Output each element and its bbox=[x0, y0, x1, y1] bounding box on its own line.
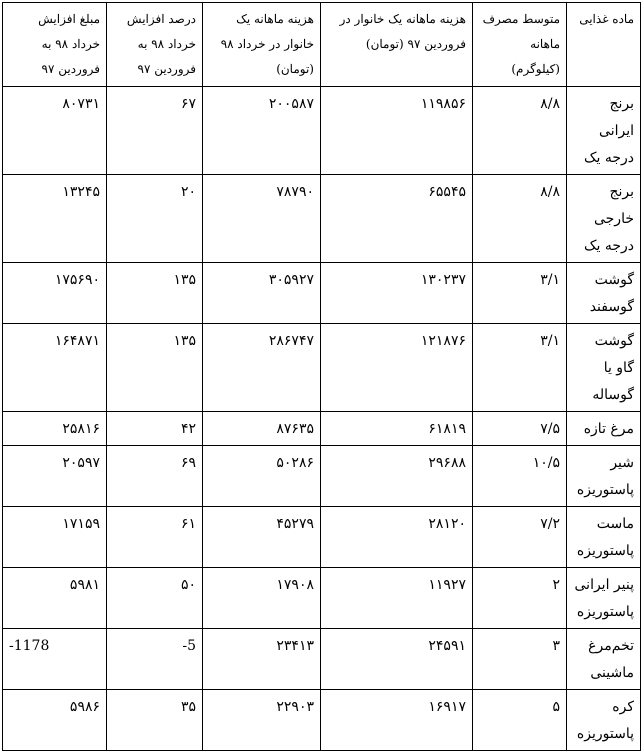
cell-consumption: ۳ bbox=[473, 629, 567, 690]
cell-food-item: شیر پاستوریزه bbox=[567, 446, 641, 507]
cell-increase-percent: ۲۰ bbox=[107, 175, 203, 263]
cell-increase-amount: ۲۵۸۱۶ bbox=[3, 412, 107, 446]
cell-consumption: ۲ bbox=[473, 568, 567, 629]
header-cost-farvardin-97: هزینه ماهانه یک خانوار در فروردین ۹۷ (تومان) bbox=[321, 3, 473, 87]
cell-increase-percent: ۶۱ bbox=[107, 507, 203, 568]
cell-cost-97: ۱۶۹۱۷ bbox=[321, 690, 473, 751]
cell-food-item: کره پاستوریزه bbox=[567, 690, 641, 751]
cell-cost-97: ۲۹۶۸۸ bbox=[321, 446, 473, 507]
table-row bbox=[3, 690, 641, 751]
cell-cost-98: ۱۷۹۰۸ bbox=[203, 568, 321, 629]
cell-increase-amount: ۱۷۵۶۹۰ bbox=[3, 263, 107, 324]
cell-increase-amount: -1178 bbox=[3, 629, 107, 690]
table-row bbox=[3, 507, 641, 568]
cell-increase-amount: ۱۶۴۸۷۱ bbox=[3, 324, 107, 412]
table-header-row bbox=[3, 3, 641, 87]
cell-cost-97: ۱۳۰۲۳۷ bbox=[321, 263, 473, 324]
table-row bbox=[3, 324, 641, 412]
cell-cost-98: ۲۰۰۵۸۷ bbox=[203, 87, 321, 175]
cell-cost-97: ۱۱۹۸۵۶ bbox=[321, 87, 473, 175]
header-increase-percent: درصد افزایش خرداد ۹۸ به فروردین ۹۷ bbox=[107, 3, 203, 87]
cell-cost-97: ۶۵۵۴۵ bbox=[321, 175, 473, 263]
cell-cost-97: ۶۱۸۱۹ bbox=[321, 412, 473, 446]
table-row bbox=[3, 175, 641, 263]
cell-increase-amount: ۱۷۱۵۹ bbox=[3, 507, 107, 568]
cell-cost-97: ۱۱۹۲۷ bbox=[321, 568, 473, 629]
cell-increase-amount: ۵۹۸۶ bbox=[3, 690, 107, 751]
table-row bbox=[3, 87, 641, 175]
cell-cost-98: ۲۳۴۱۳ bbox=[203, 629, 321, 690]
cell-cost-98: ۴۵۲۷۹ bbox=[203, 507, 321, 568]
cell-cost-97: ۲۴۵۹۱ bbox=[321, 629, 473, 690]
cell-consumption: ۷/۵ bbox=[473, 412, 567, 446]
cell-consumption: ۵ bbox=[473, 690, 567, 751]
cell-increase-amount: ۵۹۸۱ bbox=[3, 568, 107, 629]
header-cost-khordad-98: هزینه ماهانه یک خانوار در خرداد ۹۸ (تومان) bbox=[203, 3, 321, 87]
table-row bbox=[3, 629, 641, 690]
cell-increase-percent: ۳۵ bbox=[107, 690, 203, 751]
cell-increase-percent: ۶۷ bbox=[107, 87, 203, 175]
cell-increase-amount: ۲۰۵۹۷ bbox=[3, 446, 107, 507]
cell-consumption: ۳/۱ bbox=[473, 263, 567, 324]
cell-increase-percent: -5 bbox=[107, 629, 203, 690]
cell-food-item: تخم‌مرغ ماشینی bbox=[567, 629, 641, 690]
header-food-item: ماده غذایی bbox=[567, 3, 641, 87]
cell-food-item: ماست پاستوریزه bbox=[567, 507, 641, 568]
cell-increase-percent: ۱۳۵ bbox=[107, 324, 203, 412]
cell-increase-amount: ۱۳۲۴۵ bbox=[3, 175, 107, 263]
cell-food-item: گوشت گاو یا گوساله bbox=[567, 324, 641, 412]
cell-food-item: مرغ تازه bbox=[567, 412, 641, 446]
cell-consumption: ۸/۸ bbox=[473, 87, 567, 175]
cell-cost-98: ۸۷۶۳۵ bbox=[203, 412, 321, 446]
table-row bbox=[3, 263, 641, 324]
cell-cost-97: ۱۲۱۸۷۶ bbox=[321, 324, 473, 412]
cell-food-item: برنج خارجی درجه یک bbox=[567, 175, 641, 263]
cell-cost-98: ۵۰۲۸۶ bbox=[203, 446, 321, 507]
cell-cost-97: ۲۸۱۲۰ bbox=[321, 507, 473, 568]
cell-food-item: برنج ایرانی درجه یک bbox=[567, 87, 641, 175]
cell-food-item: پنیر ایرانی پاستوریزه bbox=[567, 568, 641, 629]
cell-cost-98: ۲۸۶۷۴۷ bbox=[203, 324, 321, 412]
cell-consumption: ۷/۲ bbox=[473, 507, 567, 568]
cell-increase-percent: ۱۳۵ bbox=[107, 263, 203, 324]
cell-cost-98: ۷۸۷۹۰ bbox=[203, 175, 321, 263]
cell-increase-percent: ۴۲ bbox=[107, 412, 203, 446]
header-monthly-consumption: متوسط مصرف ماهانه (کیلوگرم) bbox=[473, 3, 567, 87]
table-row bbox=[3, 412, 641, 446]
food-cost-table bbox=[2, 2, 641, 751]
header-increase-amount: مبلغ افزایش خرداد ۹۸ به فروردین ۹۷ bbox=[3, 3, 107, 87]
cell-increase-amount: ۸۰۷۳۱ bbox=[3, 87, 107, 175]
cell-cost-98: ۲۲۹۰۳ bbox=[203, 690, 321, 751]
cell-consumption: ۱۰/۵ bbox=[473, 446, 567, 507]
cell-increase-percent: ۵۰ bbox=[107, 568, 203, 629]
cell-consumption: ۸/۸ bbox=[473, 175, 567, 263]
cell-consumption: ۳/۱ bbox=[473, 324, 567, 412]
table-row bbox=[3, 568, 641, 629]
table-row bbox=[3, 446, 641, 507]
cell-cost-98: ۳۰۵۹۲۷ bbox=[203, 263, 321, 324]
cell-food-item: گوشت گوسفند bbox=[567, 263, 641, 324]
cell-increase-percent: ۶۹ bbox=[107, 446, 203, 507]
